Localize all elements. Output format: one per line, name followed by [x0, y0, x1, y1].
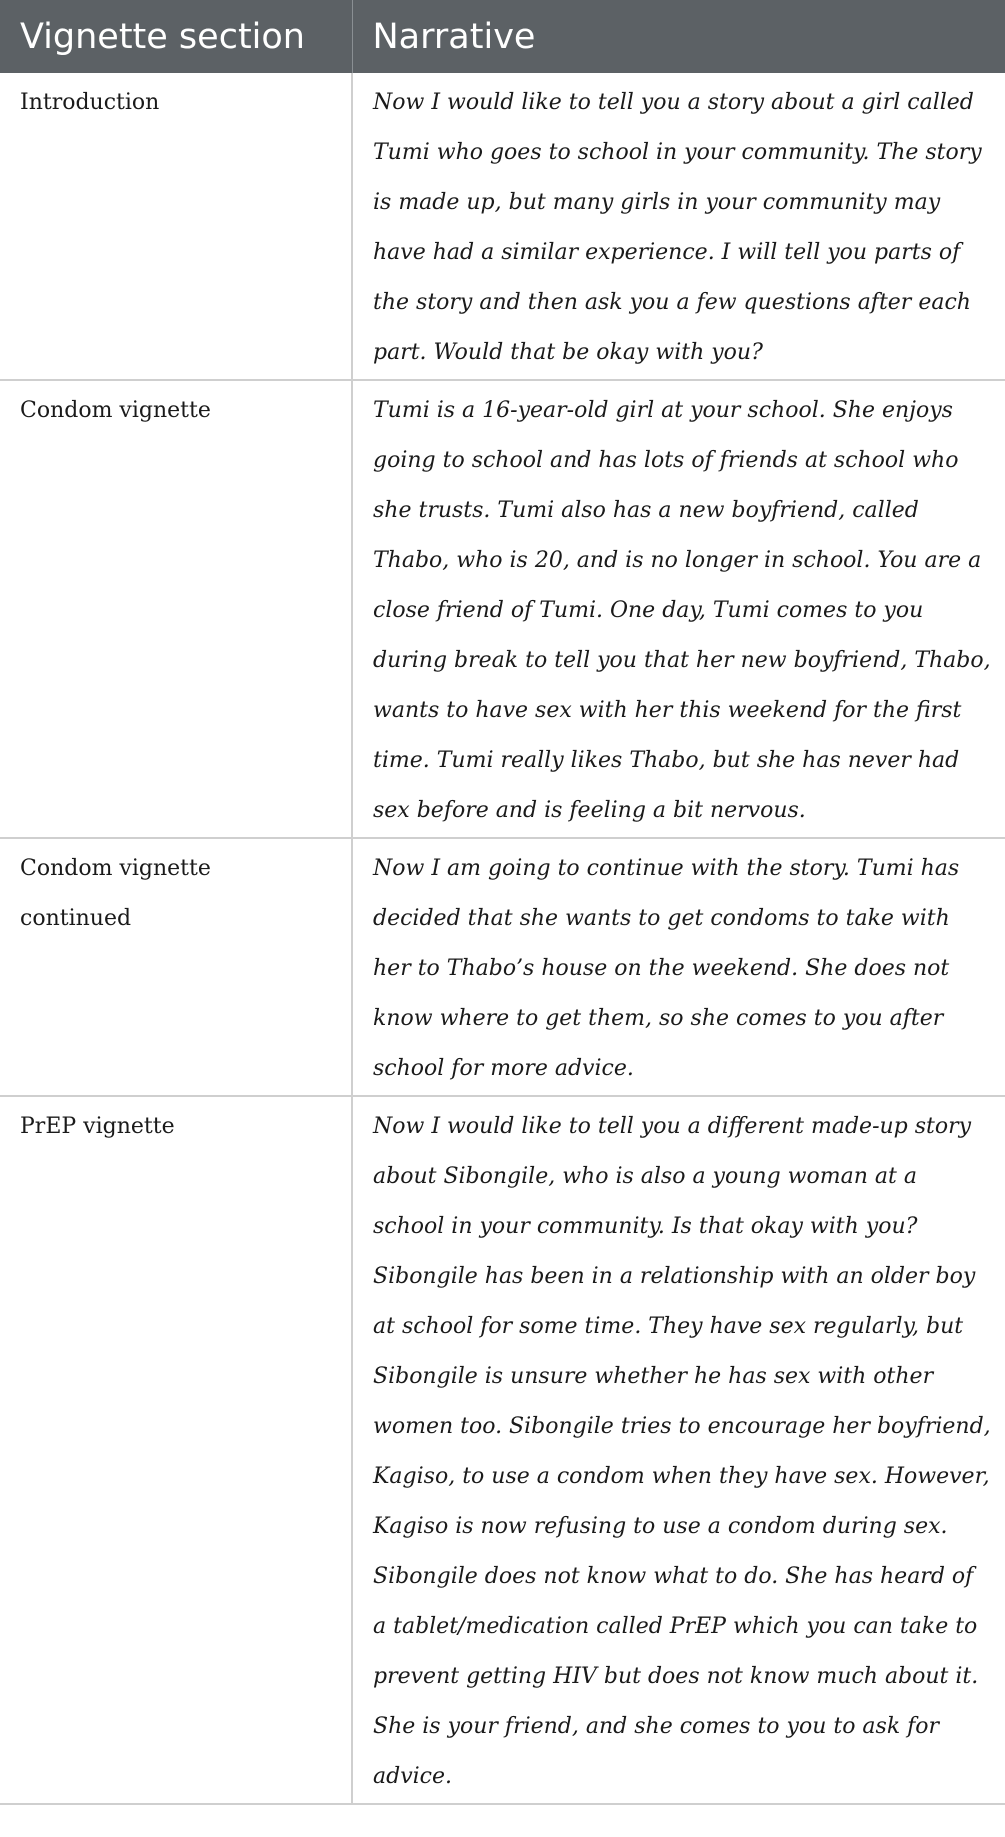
header-row — [0, 0, 1005, 73]
table-row — [0, 73, 1005, 380]
section-cell: Condom vignette continued — [0, 838, 352, 1096]
table-body — [0, 73, 1005, 1804]
header-narrative: Narrative — [352, 0, 1005, 73]
narrative-cell: Now I would like to tell you a different made-up story about Sibongile, who is also a young woman at a school in your community. Is that okay with you? Sibongile has been in a relationship with an older boy at school for some time. They have sex regularly, but Sibongile is unsure whether he has sex with other women too. Sibongile tries to encourage her boyfriend, Kagiso, to use a condom when they have sex. However, Kagiso is now refusing to use a condom during sex. Sibongile does not know what to do. She has heard of a tablet/medication called PrEP which you can take to prevent getting HIV but does not know much about it. She is your friend, and she comes to you to ask for advice. — [352, 1096, 1005, 1804]
narrative-cell: Now I am going to continue with the story. Tumi has decided that she wants to get condoms to take with her to Thabo’s house on the weekend. She does not know where to get them, so she comes to you after school for more advice. — [352, 838, 1005, 1096]
section-cell: PrEP vignette — [0, 1096, 352, 1804]
table-row — [0, 838, 1005, 1096]
table-row — [0, 1096, 1005, 1804]
section-cell: Introduction — [0, 73, 352, 380]
table-row — [0, 380, 1005, 838]
header-vignette-section: Vignette section — [0, 0, 352, 73]
section-cell: Condom vignette — [0, 380, 352, 838]
narrative-cell: Tumi is a 16-year-old girl at your school. She enjoys going to school and has lots of friends at school who she trusts. Tumi also has a new boyfriend, called Thabo, who is 20, and is no longer in school. You are a close friend of Tumi. One day, Tumi comes to you during break to tell you that her new boyfriend, Thabo, wants to have sex with her this weekend for the first time. Tumi really likes Thabo, but she has never had sex before and is feeling a bit nervous. — [352, 380, 1005, 838]
narrative-cell: Now I would like to tell you a story about a girl called Tumi who goes to school in your community. The story is made up, but many girls in your community may have had a similar experience. I will tell you parts of the story and then ask you a few questions after each part. Would that be okay with you? — [352, 73, 1005, 380]
table-header — [0, 0, 1005, 73]
